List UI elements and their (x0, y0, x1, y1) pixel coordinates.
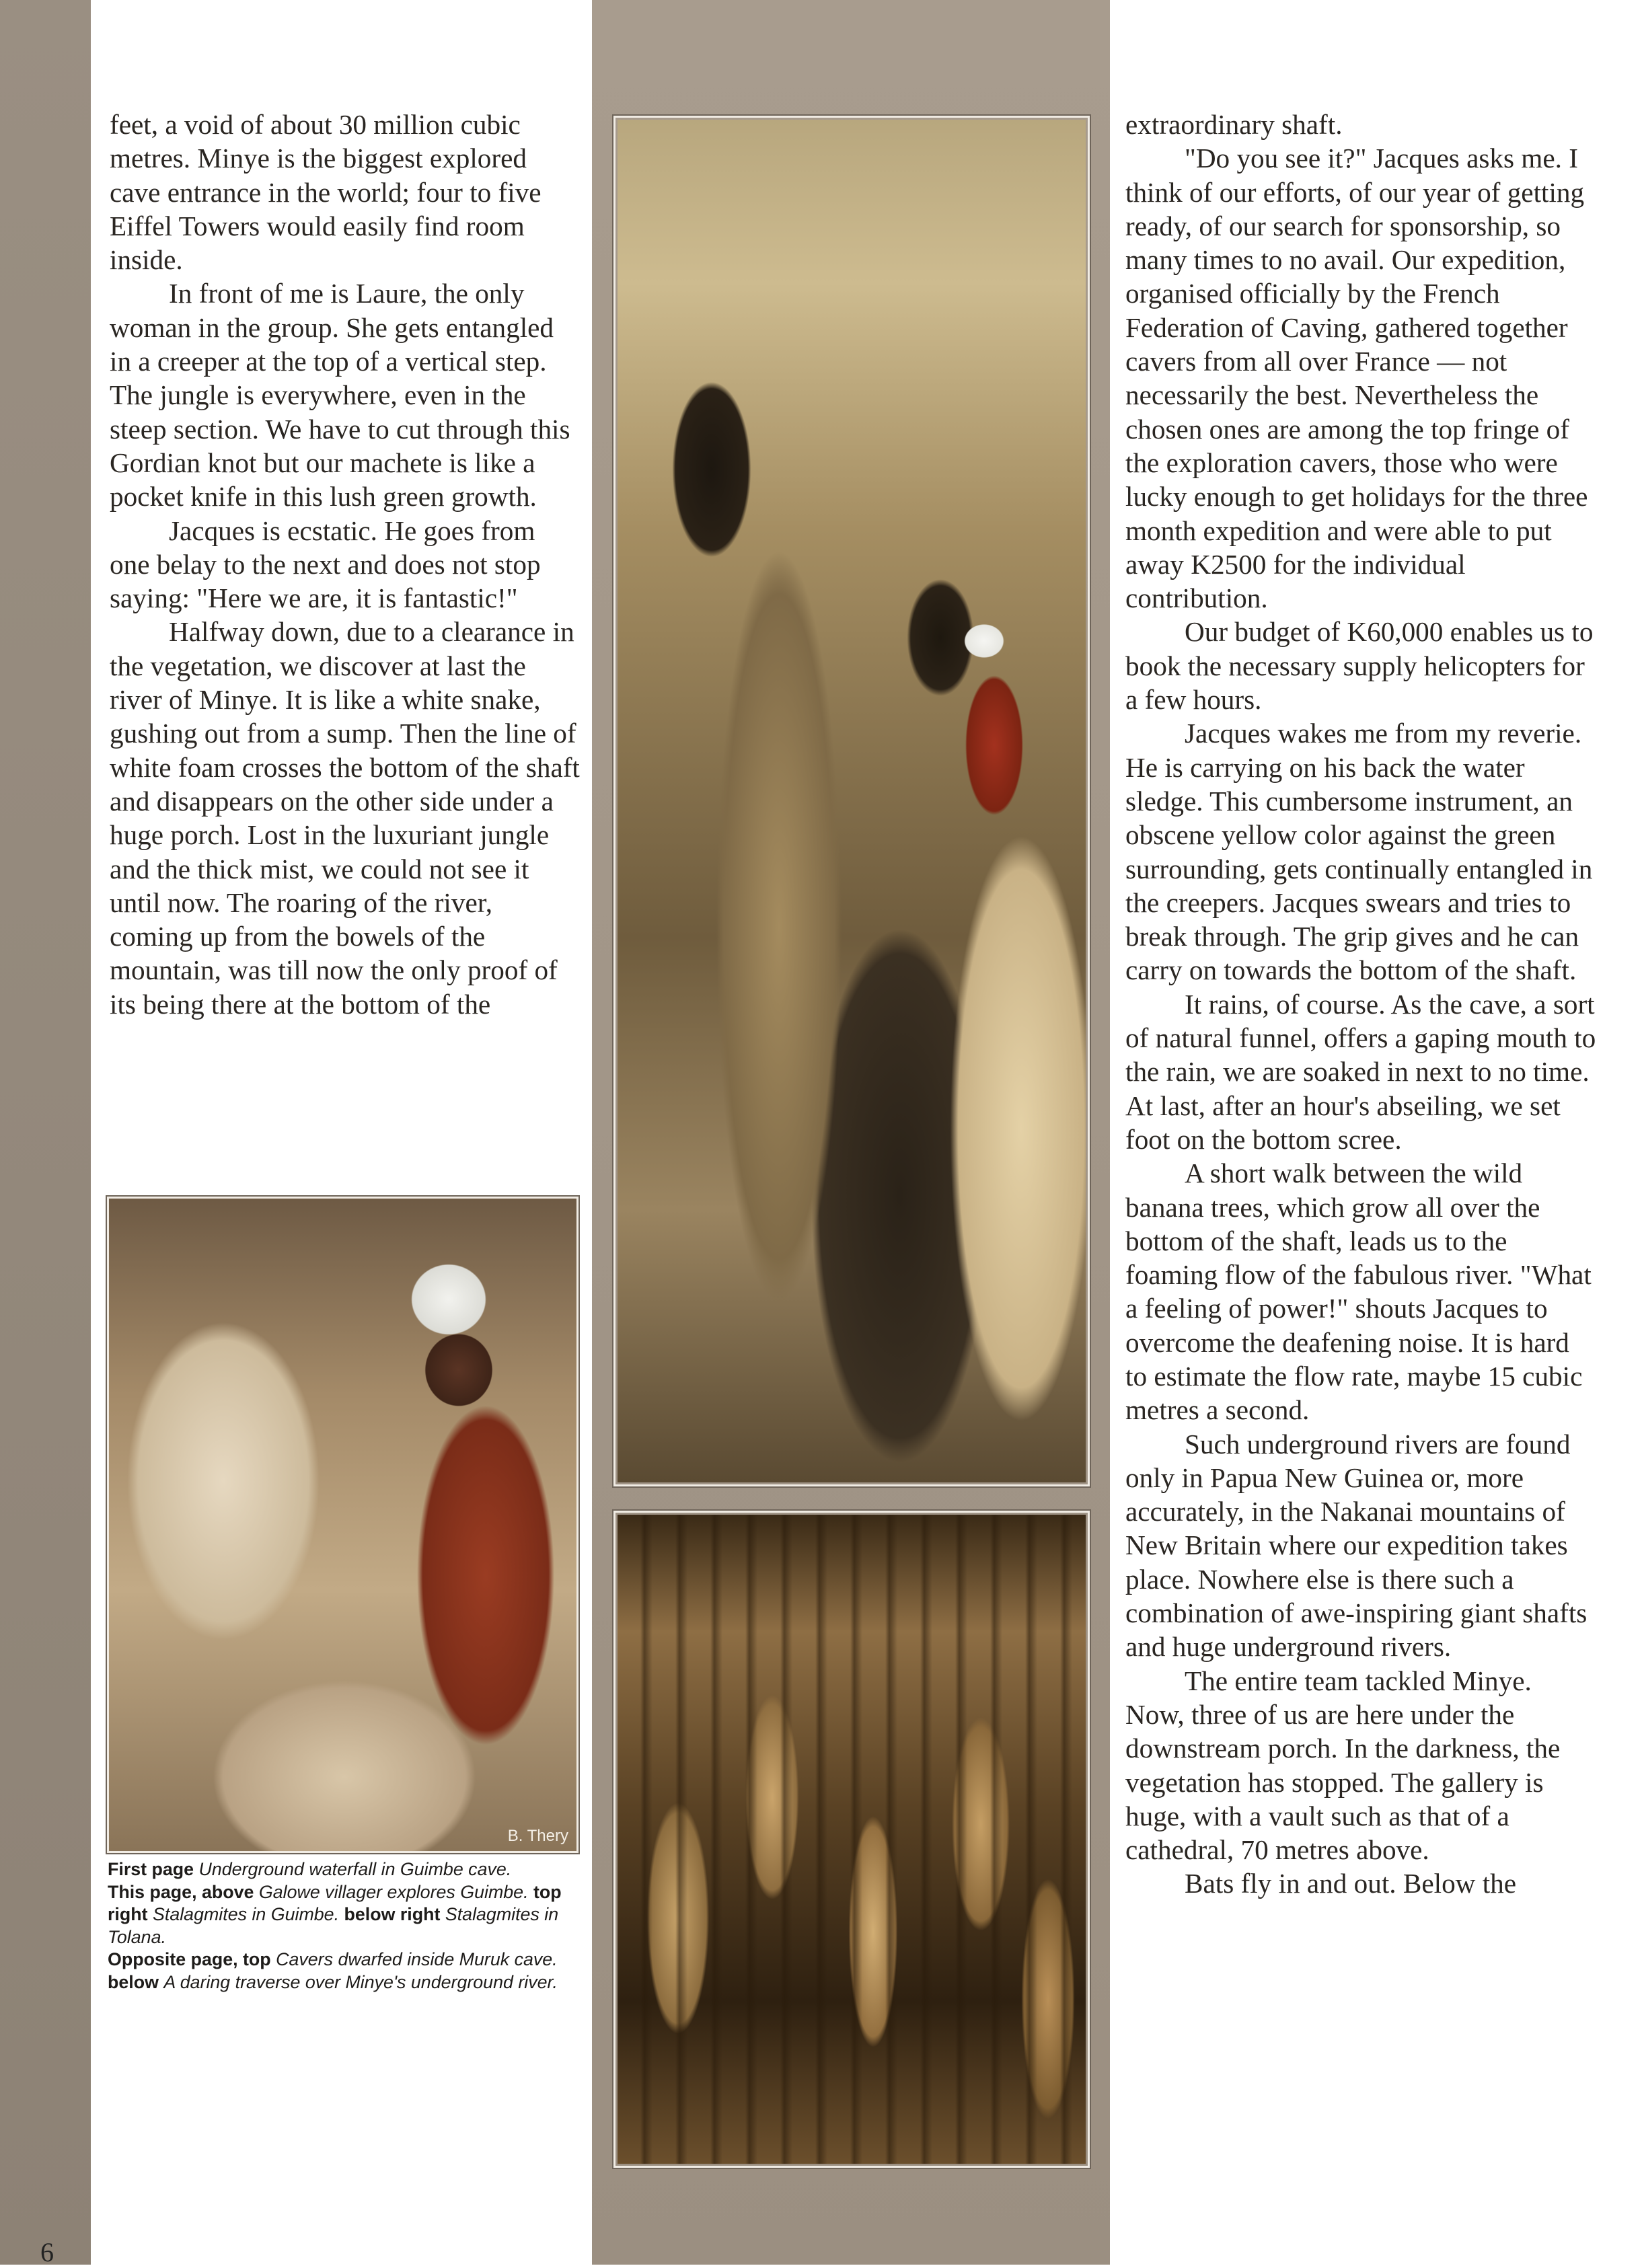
left-text-column (110, 108, 581, 1021)
photo-credit: B. Thery (507, 1827, 568, 1845)
paragraph: Such underground rivers are found only in Papua New Guinea or, more accurately, in the Nakanai mountains of New Britain where our expedition takes place. Nowhere else is there such a combination of awe-inspiring giant shafts and huge underground rivers. (1125, 1428, 1588, 1663)
caption-label: below (108, 1971, 159, 1992)
caption-label: below right (344, 1904, 441, 1924)
page-number: 6 (40, 2237, 54, 2267)
paragraph: In front of me is Laure, the only woman in the group. She gets entangled in a creeper at the top of a vertical step. The jungle is everywhere, even in the steep section. We have to cut through this Gordian knot but our machete is like a pocket knife in this lush green growth. (110, 278, 570, 513)
left-margin-band (0, 0, 91, 2265)
caption-label: top right (108, 1881, 562, 1924)
caption-text: Stalagmites in Guimbe. (153, 1904, 340, 1924)
photo-caption (108, 1858, 579, 1994)
paragraph: "Do you see it?" Jacques asks me. I think of our efforts, of our year of getting ready, of our search for sponsorship, so many times to no avail. Our expedition, organised officially by the French Federation of Caving, gathered together cavers from all over France — not necessarily the best. Nevertheless the chosen ones are among the top fringe of the exploration cavers, those who were lucky enough to get holidays for the three month expedition and were able to put away K2500 for the individual contribution. (1125, 143, 1588, 614)
caption-text: Cavers dwarfed inside Muruk cave. (276, 1949, 558, 1969)
caption-label: First page (108, 1859, 194, 1879)
photo-tolana-stalagmites (618, 1515, 1086, 2164)
paragraph: feet, a void of about 30 million cubic metres. Minye is the biggest explored cave entrance in the world; four to five Eiffel Towers would easily find room inside. (110, 109, 542, 276)
photo-galowe-villager (109, 1199, 576, 1851)
right-text-column (1125, 108, 1596, 1901)
paragraph: Our budget of K60,000 enables us to book the necessary supply helicopters for a few hours. (1125, 616, 1594, 716)
paragraph: extraordinary shaft. (1125, 109, 1343, 140)
caption-text: Galowe villager explores Guimbe. (258, 1881, 529, 1902)
paragraph: Jacques is ecstatic. He goes from one belay to the next and does not stop saying: "Here we are, it is fantastic!" (110, 515, 541, 614)
caption-text: Underground waterfall in Guimbe cave. (198, 1859, 512, 1879)
paragraph: It rains, of course. As the cave, a sort of natural funnel, offers a gaping mouth to the rain, we are soaked in next to no time. At last, after an hour's abseiling, we set foot on the bottom scree. (1125, 988, 1596, 1155)
paragraph: A short walk between the wild banana trees, which grow all over the bottom of the shaft, leads us to the foaming flow of the fabulous river. "What a feeling of power!" shouts Jacques to overcome the deafening noise. It is hard to estimate the flow rate, maybe 15 cubic metres a second. (1125, 1158, 1592, 1426)
paragraph: Jacques wakes me from my reverie. He is carrying on his back the water sledge. This cumbersome instrument, an obscene yellow color against the green surrounding, gets continually entangled in the creepers. Jacques swears and tries to break through. The grip gives and he can carry on towards the bottom of the shaft. (1125, 718, 1593, 986)
caption-label: This page, above (108, 1881, 254, 1902)
photo-guimbe-stalagmites (618, 120, 1086, 1482)
paragraph: Bats fly in and out. Below the (1185, 1868, 1517, 1899)
paragraph: Halfway down, due to a clearance in the vegetation, we discover at last the river of Minye. It is like a white snake, gushing out from a sump. Then the line of white foam crosses the bottom of the shaft and disappears on the other side under a huge porch. Lost in the luxuriant jungle and the thick mist, we could not see it until now. The roaring of the river, coming up from the bowels of the mountain, was till now the only proof of its being there at the bottom of the (110, 616, 580, 1020)
caption-text: Stalagmites in Tolana. (108, 1904, 559, 1947)
caption-label: Opposite page, top (108, 1949, 271, 1969)
paragraph: The entire team tackled Minye. Now, three of us are here under the downstream porch. In the darkness, the vegetation has stopped. The gallery is huge, with a vault such as that of a cathedral, 70 metres above. (1125, 1665, 1561, 1866)
caption-text: A daring traverse over Minye's underground river. (163, 1971, 558, 1992)
